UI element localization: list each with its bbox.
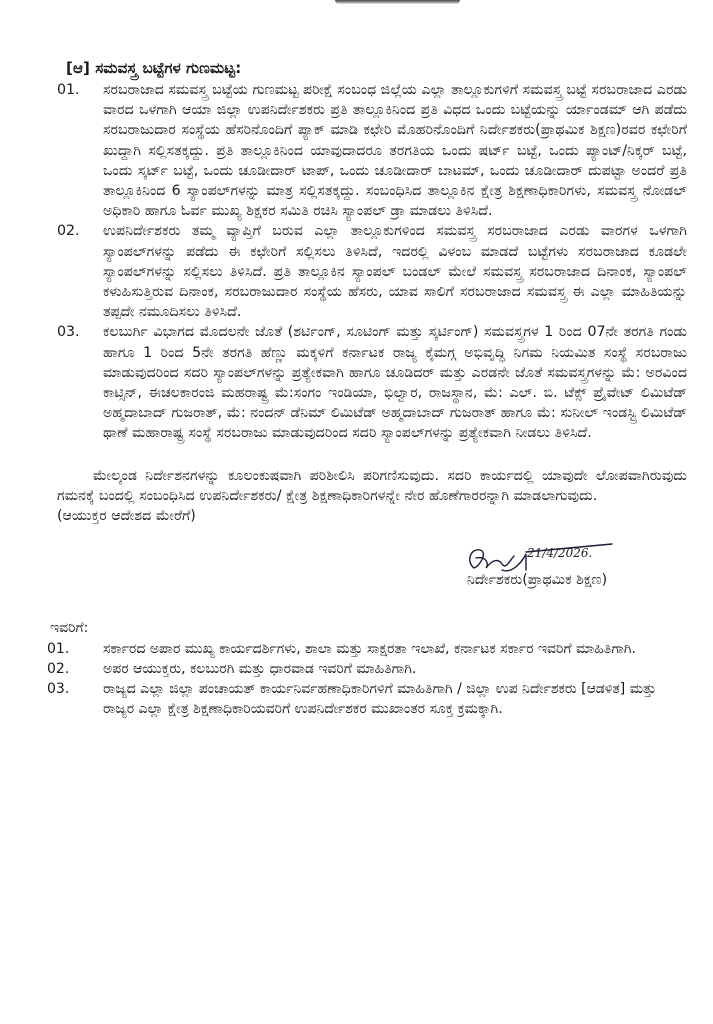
recipient-text: ಅಪರ ಆಯುಕ್ತರು, ಕಲಬುರಗಿ ಮತ್ತು ಧಾರವಾಡ ಇವರಿಗೆ ಮಾಹಿತಿಗಾಗಿ.	[103, 661, 417, 678]
item-number: 01.	[47, 641, 70, 658]
instruction-item	[57, 80, 687, 221]
item-number: 02.	[47, 661, 70, 678]
instruction-list	[57, 80, 687, 444]
item-number: 03.	[47, 681, 70, 698]
scan-edge-mark	[335, 0, 460, 4]
item-number: 02.	[57, 223, 80, 240]
recipient-item	[47, 639, 687, 659]
recipient-text: ರಾಜ್ಯದ ಎಲ್ಲಾ ಜಿಲ್ಲಾ ಪಂಚಾಯತ್ ಕಾರ್ಯನಿರ್ವಹಣಾಧಿಕಾರಿಗಳಿಗೆ ಮಾಹಿತಿಗಾಗಿ / ಜಿಲ್ಲಾ ಉಪ ನಿರ್ದೇಶಕರು [ಆಡಳಿತ] ಮತ್ತು ರಾಜ್ಯರ ಎಲ್ಲಾ ಕ್ಷೇತ್ರ ಶಿಕ್ಷಣಾಧಿಕಾರಿಯವರಿಗೆ ಉಪನಿರ್ದೇಶಕರ ಮುಖಾಂತರ ಸೂಕ್ತ ಕ್ರಮಕ್ಕಾಗಿ.	[103, 681, 657, 718]
section-heading: [ಆ] ಸಮವಸ್ತ್ರ ಬಟ್ಟೆಗಳ ಗುಣಮಟ್ಟ:	[66, 59, 242, 77]
recipient-item	[47, 659, 687, 679]
instruction-item	[57, 322, 687, 443]
signature-date: 21/4/2026.	[527, 546, 593, 561]
item-number: 01.	[57, 82, 80, 98]
signature-block	[57, 540, 687, 598]
recipient-item	[47, 679, 687, 719]
instruction-item	[57, 221, 687, 322]
recipients-label: ಇವರಿಗೆ:	[50, 620, 89, 637]
recipients-section	[47, 618, 687, 719]
item-text: ಉಪನಿರ್ದೇಶಕರು ತಮ್ಮ ವ್ಯಾಪ್ತಿಗೆ ಬರುವ ಎಲ್ಲಾ ತಾಲ್ಲೂಕುಗಳಿಂದ ಸಮವಸ್ತ್ರ ಸರಬರಾಜಾದ ಎರಡು ವಾರಗಳ ಒಳಗಾಗಿ ಸ್ಯಾಂಪಲ್‌ಗಳನ್ನು ಪಡೆದು ಈ ಕಛೇರಿಗೆ ಸಲ್ಲಿಸಲು ತಿಳಿಸಿದೆ, ಇದರಲ್ಲಿ ವಿಳಂಬ ಮಾಡದೆ ಬಟ್ಟೆಗಳು ಸರಬರಾಜಾದ ಕೂಡಲೇ ಸ್ಯಾಂಪಲ್‌ಗಳನ್ನು ಸಲ್ಲಿಸಲು ತಿಳಿಸಿದೆ. ಪ್ರತಿ ತಾಲ್ಲೂಕಿನ ಸ್ಯಾಂಪಲ್ ಬಂಡಲ್ ಮೇಲೆ ಸಮವಸ್ತ್ರ ಸರಬರಾಜಾದ ದಿನಾಂಕ, ಸ್ಯಾಂಪಲ್ ಕಳುಹಿಸುತ್ತಿರುವ ದಿನಾಂಕ, ಸರಬರಾಜುದಾರ ಸಂಸ್ಥೆಯ ಹೆಸರು, ಯಾವ ಸಾಲಿಗೆ ಸರಬರಾಜಾದ ಸಮವಸ್ತ್ರ ಈ ಎಲ್ಲಾ ಮಾಹಿತಿಯನ್ನು ತಪ್ಪದೇ ನಮೂದಿಸಲು ತಿಳಿಸಿದೆ.	[103, 223, 687, 321]
item-text: ಸರಬರಾಜಾದ ಸಮವಸ್ತ್ರ ಬಟ್ಟೆಯ ಗುಣಮಟ್ಟ ಪರೀಕ್ಷೆ ಸಂಬಂಧ ಜಿಲ್ಲೆಯ ಎಲ್ಲಾ ತಾಲ್ಲೂಕುಗಳಿಗೆ ಸಮವಸ್ತ್ರ ಬಟ್ಟೆ ಸರಬರಾಜಾದ ಎರಡು ವಾರದ ಒಳಗಾಗಿ ಆಯಾ ಜಿಲ್ಲಾ ಉಪನಿರ್ದೇಶಕರು ಪ್ರತಿ ತಾಲ್ಲೂಕಿನಿಂದ ಪ್ರತಿ ವಿಧದ ಒಂದು ಬಟ್ಟೆಯನ್ನು ರ್ಯಾಂಡಮ್ ಆಗಿ ಪಡೆದು ಸರಬರಾಜುದಾರ ಸಂಸ್ಥೆಯ ಹೆಸರಿನೊಂದಿಗೆ ಪ್ಯಾಕ್ ಮಾಡಿ ಕಛೇರಿ ಮೊಹರಿನೊಂದಿಗೆ ನಿರ್ದೇಶಕರು(ಪ್ರಾಥಮಿಕ ಶಿಕ್ಷಣ)ರವರ ಕಛೇರಿಗೆ ಖುದ್ದಾಗಿ ಸಲ್ಲಿಸತಕ್ಕದ್ದು. ಪ್ರತಿ ತಾಲ್ಲೂಕಿನಿಂದ ಯಾವುದಾದರೂ ತರಗತಿಯ ಒಂದು ಷರ್ಟ್ ಬಟ್ಟೆ, ಒಂದು ಪ್ಯಾಂಟ್/ನಿಕ್ಕರ್ ಬಟ್ಟೆ, ಒಂದು ಸ್ಕರ್ಟ್ ಬಟ್ಟೆ, ಒಂದು ಚೂಡೀದಾರ್ ಟಾಪ್, ಒಂದು ಚೂಡೀದಾರ್ ಬಾಟಮ್, ಒಂದು ಚೂಡೀದಾರ್ ದುಪಟ್ಟಾ ಅಂದರೆ ಪ್ರತಿ ತಾಲ್ಲೂಕಿನಿಂದ 6 ಸ್ಯಾಂಪಲ್‌ಗಳನ್ನು ಮಾತ್ರ ಸಲ್ಲಿಸತಕ್ಕದ್ದು. ಸಂಬಂಧಿಸಿದ ತಾಲ್ಲೂಕಿನ ಕ್ಷೇತ್ರ ಶಿಕ್ಷಣಾಧಿಕಾರಿಗಳು, ಸಮವಸ್ತ್ರ ನೋಡಲ್ ಅಧಿಕಾರಿ ಹಾಗೂ ಓರ್ವ ಮುಖ್ಯ ಶಿಕ್ಷಕರ ಸಮಿತಿ ರಚಿಸಿ ಸ್ಯಾಂಪಲ್ ಡ್ರಾ ಮಾಡಲು ತಿಳಿಸಿದೆ.	[103, 82, 687, 220]
signatory-title: ನಿರ್ದೇಶಕರು(ಪ್ರಾಥಮಿಕ ಶಿಕ್ಷಣ)	[467, 572, 608, 589]
closing-paragraph	[57, 466, 687, 527]
recipient-text: ಸರ್ಕಾರದ ಅಪಾರ ಮುಖ್ಯ ಕಾರ್ಯದರ್ಶಿಗಳು, ಶಾಲಾ ಮತ್ತು ಸಾಕ್ಷರತಾ ಇಲಾಖೆ, ಕರ್ನಾಟಕ ಸರ್ಕಾರ ಇವರಿಗೆ ಮಾಹಿತಿಗಾಗಿ.	[103, 641, 636, 658]
order-note: (ಆಯುಕ್ತರ ಆದೇಶದ ಮೇರೆಗೆ)	[57, 508, 196, 525]
document-page	[47, 58, 687, 719]
closing-text: ಮೇಲ್ಕಂಡ ನಿರ್ದೇಶನಗಳನ್ನು ಕೂಲಂಕುಷವಾಗಿ ಪರಿಶೀಲಿಸಿ ಪರಿಗಣಿಸುವುದು. ಸದರಿ ಕಾರ್ಯದಲ್ಲಿ ಯಾವುದೇ ಲೋಪವಾಗಿರುವುದು ಗಮನಕ್ಕೆ ಬಂದಲ್ಲಿ ಸಂಬಂಧಿಸಿದ ಉಪನಿರ್ದೇಶಕರು/ ಕ್ಷೇತ್ರ ಶಿಕ್ಷಣಾಧಿಕಾರಿಗಳನ್ನೇ ನೇರ ಹೊಣೆಗಾರರನ್ನಾಗಿ ಮಾಡಲಾಗುವುದು.	[57, 467, 687, 504]
item-number: 03.	[57, 324, 80, 341]
item-text: ಕಲಬುರ್ಗಿ ವಿಭಾಗದ ಮೊದಲನೇ ಜೊತೆ (ಶರ್ಟಿಂಗ್, ಸೂಟಿಂಗ್ ಮತ್ತು ಸ್ಕರ್ಟಿಂಗ್) ಸಮವಸ್ತ್ರಗಳ 1 ರಿಂದ 07ನೇ ತರಗತಿ ಗಂಡು ಹಾಗೂ 1 ರಿಂದ 5ನೇ ತರಗತಿ ಹೆಣ್ಣು ಮಕ್ಕಳಿಗೆ ಕರ್ನಾಟಕ ರಾಜ್ಯ ಕೈಮಗ್ಗ ಅಭಿವೃದ್ಧಿ ನಿಗಮ ನಿಯಮಿತ ಸಂಸ್ಥೆ ಸರಬರಾಜು ಮಾಡುವುದರಿಂದ ಸದರಿ ಸ್ಯಾಂಪಲ್‌ಗಳನ್ನು ಪ್ರತ್ಯೇಕವಾಗಿ ಹಾಗೂ ಚೂಡಿದರ್ ಮತ್ತು ಎರಡನೇ ಜೊತೆ ಸಮವಸ್ತ್ರಗಳನ್ನು ಮೆ: ಅರವಿಂದ ಕಾಟ್ಸಿನ್, ಈಚಲಕಾರಂಜಿ ಮಹರಾಷ್ಟ್ರ ಮೆ:ಸಂಗಂ ಇಂಡಿಯಾ, ಭಿಲ್ವಾರ, ರಾಜಸ್ಥಾನ, ಮೆ: ಎಲ್. ಬಿ. ಟೆಕ್ಸ್ ಪ್ರೈವೇಟ್ ಲಿಮಿಟೆಡ್ ಅಹ್ಮದಾಬಾದ್ ಗುಜರಾತ್, ಮೆ: ನಂದನ್ ಡೆನಿಮ್ ಲಿಮಿಟೆಡ್ ಅಹ್ಮದಾಬಾದ್ ಗುಜರಾತ್ ಹಾಗೂ ಮೆ: ಸುನೀಲ್ ಇಂಡಸ್ಟ್ರಿ ಲಿಮಿಟೆಡ್ ಥಾಣೆ ಮಹಾರಾಷ್ಟ್ರ ಸಂಸ್ಥೆ ಸರಬರಾಜು ಮಾಡುವುದರಿಂದ ಸದರಿ ಸ್ಯಾಂಪಲ್‌ಗಳನ್ನು ಪ್ರತ್ಯೇಕವಾಗಿ ನೀಡಲು ತಿಳಿಸಿದೆ.	[103, 324, 687, 442]
